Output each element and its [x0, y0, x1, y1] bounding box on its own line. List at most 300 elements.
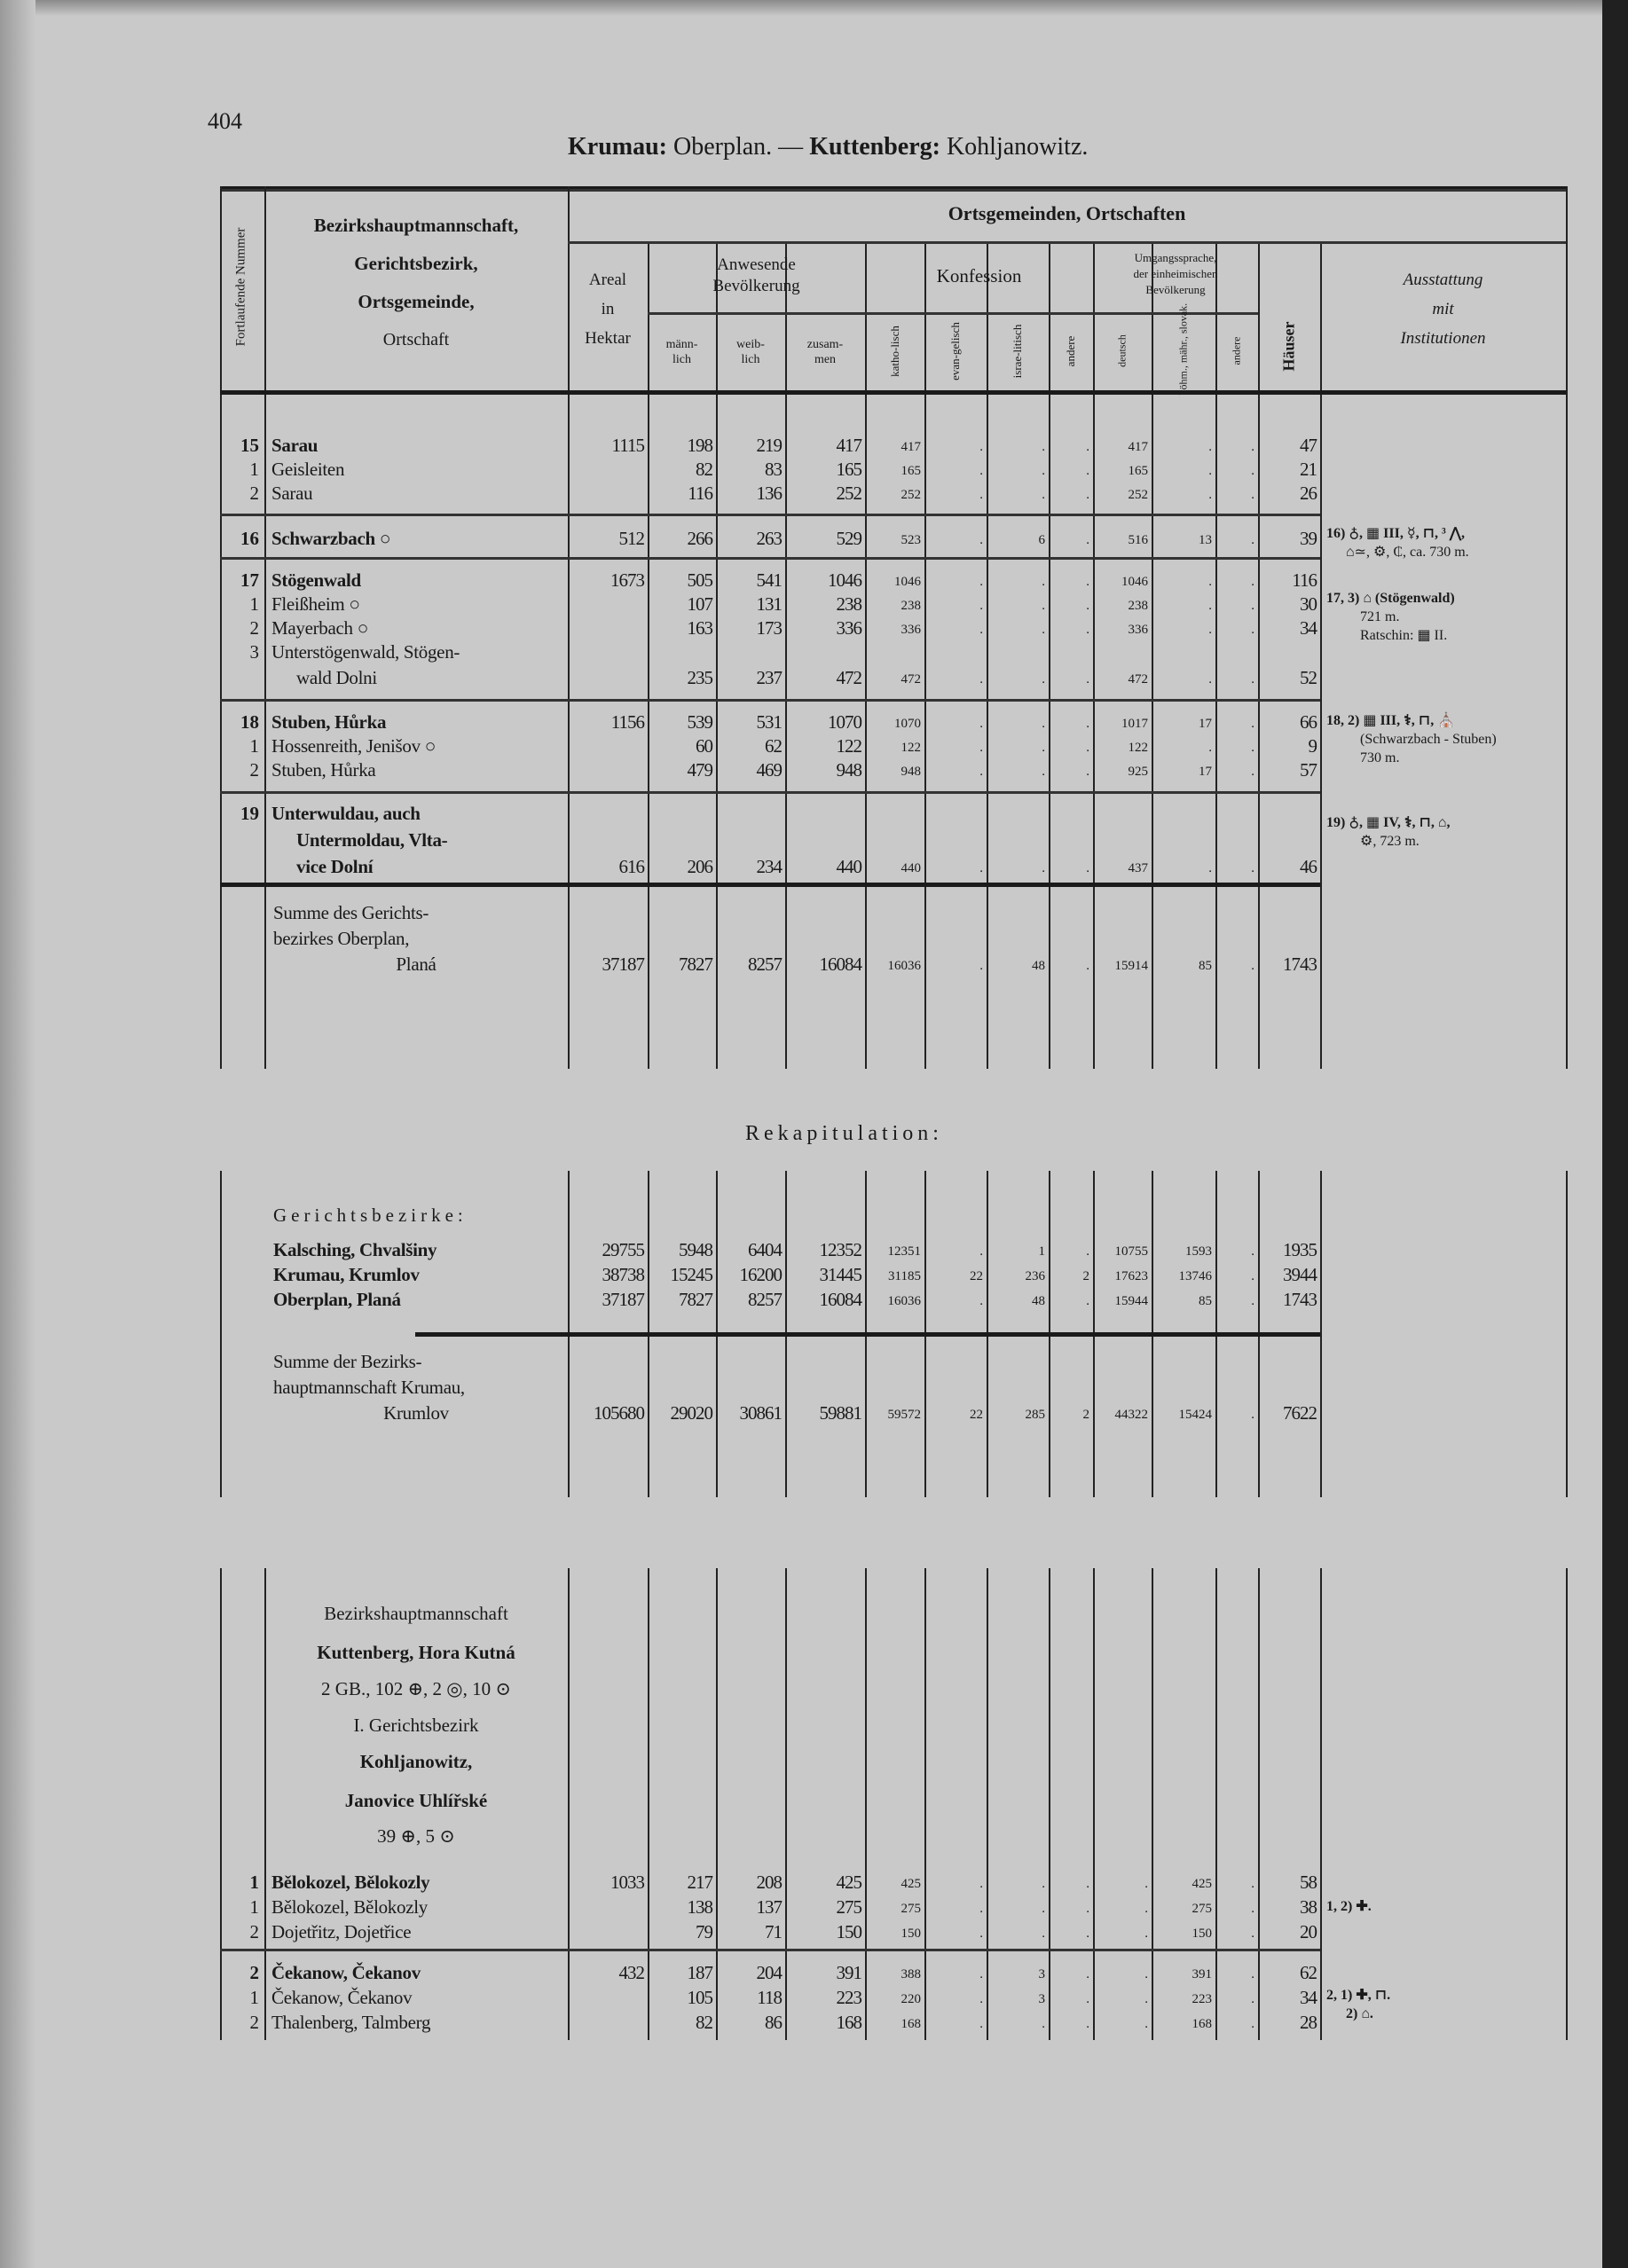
cell-value: . — [1042, 1927, 1045, 1941]
cell-value: . — [1086, 765, 1089, 779]
cell-value: 86 — [765, 2012, 782, 2033]
cell-value: . — [1208, 861, 1212, 875]
institution-note: ⌂≃, ⚙, ₵, ca. 730 m. — [1346, 545, 1469, 560]
row-number: 1 — [249, 459, 259, 480]
cell-value: 26 — [1300, 483, 1317, 504]
place-name: Stuben, Hůrka — [271, 759, 376, 781]
cell-value: 122 — [1128, 741, 1148, 755]
cell-value: . — [979, 464, 983, 478]
district-heading: 39 ⊕, 5 ⊙ — [377, 1825, 455, 1847]
cell-value: 187 — [687, 1962, 712, 1983]
cell-value: 1017 — [1121, 717, 1148, 731]
cell-value: 1935 — [1283, 1239, 1317, 1260]
cell-value: . — [1251, 717, 1254, 731]
cell-value: . — [1251, 599, 1254, 613]
place-name: hauptmannschaft Krumau, — [273, 1377, 465, 1398]
cell-value: 516 — [1128, 533, 1148, 547]
cell-value: 1743 — [1283, 954, 1317, 975]
place-name: Bělokozel, Bělokozly — [271, 1872, 430, 1893]
cell-value: 20 — [1300, 1921, 1317, 1942]
cell-value: 6404 — [748, 1239, 782, 1260]
cell-value: 15424 — [1178, 1408, 1212, 1422]
cell-value: 948 — [901, 765, 921, 779]
cell-value: . — [979, 861, 983, 875]
cell-value: 1046 — [828, 569, 861, 591]
cell-value: 122 — [901, 741, 921, 755]
column-rule — [1320, 1171, 1322, 1497]
cell-value: 5948 — [679, 1239, 712, 1260]
cell-value: 472 — [836, 667, 861, 688]
cell-value: . — [1086, 1877, 1089, 1891]
cell-value: . — [1086, 717, 1089, 731]
cell-value: 223 — [1192, 1992, 1212, 2006]
cell-value: . — [1251, 861, 1254, 875]
cell-value: 48 — [1032, 959, 1045, 973]
cell-value: . — [1086, 1902, 1089, 1916]
cell-value: 163 — [687, 617, 712, 639]
place-name: wald Dolni — [296, 667, 377, 688]
row-number: 2 — [249, 1962, 259, 1983]
cell-value: . — [1251, 959, 1254, 973]
cell-value: 472 — [1128, 672, 1148, 687]
bevoelkerung-header: Anwesende — [717, 255, 796, 274]
cell-value: . — [1208, 599, 1212, 613]
cell-value: 238 — [901, 599, 921, 613]
column-rule — [220, 186, 222, 1069]
bevoelkerung-subheader: männ-lich — [665, 338, 698, 366]
cell-value: . — [979, 2017, 983, 2031]
cell-value: . — [1042, 672, 1045, 687]
cell-value: 539 — [687, 711, 712, 733]
cell-value: 79 — [696, 1921, 712, 1942]
cell-value: . — [979, 1294, 983, 1308]
cell-value: . — [979, 1244, 983, 1259]
cell-value: 6 — [1038, 533, 1045, 547]
cell-value: 46 — [1300, 856, 1317, 877]
cell-value: 150 — [901, 1927, 921, 1941]
scan-edge-top — [0, 0, 1628, 16]
place-name: Summe des Gerichts- — [273, 902, 429, 923]
column-rule — [648, 244, 649, 1069]
cell-value: 48 — [1032, 1294, 1045, 1308]
cell-value: . — [1251, 440, 1254, 454]
cell-value: 432 — [618, 1962, 644, 1983]
row-rule — [220, 514, 1320, 516]
row-rule — [415, 1332, 1320, 1337]
cell-value: 59881 — [819, 1402, 861, 1424]
column-rule — [1320, 244, 1322, 1069]
column-rule — [220, 1171, 222, 1497]
cell-value: . — [1251, 1927, 1254, 1941]
areal-header: Hektar — [585, 329, 631, 348]
cell-value: . — [1251, 1992, 1254, 2006]
cell-value: 336 — [836, 617, 861, 639]
place-name: Geisleiten — [271, 459, 345, 480]
cell-value: . — [1086, 672, 1089, 687]
cell-value: 252 — [1128, 488, 1148, 502]
cell-value: 29755 — [602, 1239, 644, 1260]
recap-title: Rekapitulation: — [745, 1122, 943, 1145]
cell-value: 107 — [687, 593, 712, 615]
cell-value: . — [1086, 623, 1089, 637]
scan-edge-left — [0, 0, 35, 2268]
cell-value: 1046 — [1121, 575, 1148, 589]
cell-value: . — [1042, 717, 1045, 731]
cell-value: 275 — [1192, 1902, 1212, 1916]
row-number: 18 — [240, 711, 259, 733]
row-number: 1 — [249, 735, 259, 757]
cell-value: . — [1208, 464, 1212, 478]
cell-value: 417 — [836, 435, 861, 456]
cell-value: 13 — [1199, 533, 1212, 547]
cell-value: 388 — [901, 1967, 921, 1982]
cell-value: 238 — [836, 593, 861, 615]
place-name: Čekanow, Čekanov — [271, 1962, 421, 1983]
cell-value: 17623 — [1114, 1269, 1148, 1283]
cell-value: . — [979, 599, 983, 613]
cell-value: 21 — [1300, 459, 1317, 480]
place-name: Krumau, Krumlov — [273, 1264, 420, 1285]
running-title-right: Kohljanowitz. — [946, 133, 1089, 161]
cell-value: 336 — [1128, 623, 1148, 637]
place-name: Kalsching, Chvalšiny — [273, 1239, 437, 1260]
place-name: Summe der Bezirks- — [273, 1351, 422, 1372]
konfession-subheader: israe-litisch — [1011, 324, 1024, 379]
cell-value: 62 — [1300, 1962, 1317, 1983]
district-heading: Janovice Uhlířské — [344, 1790, 488, 1811]
cell-value: 150 — [836, 1921, 861, 1942]
institution-note: 18, 2) ▦ III, ⚕, ⊓, ⛪ — [1326, 713, 1456, 728]
row-number: 2 — [249, 617, 259, 639]
cell-value: 105680 — [594, 1402, 644, 1424]
row-rule — [220, 557, 1320, 560]
cell-value: . — [1251, 533, 1254, 547]
cell-value: 531 — [756, 711, 782, 733]
cell-value: . — [1251, 1408, 1254, 1422]
cell-value: . — [1251, 741, 1254, 755]
cell-value: . — [979, 765, 983, 779]
haeuser-header: Häuser — [1279, 321, 1298, 372]
column-rule — [1566, 1171, 1568, 1497]
cell-value: 219 — [756, 435, 782, 456]
cell-value: 425 — [836, 1872, 861, 1893]
institution-note: 730 m. — [1360, 750, 1400, 765]
row-number: 2 — [249, 759, 259, 781]
cell-value: 285 — [1025, 1408, 1045, 1422]
row-number: 2 — [249, 2012, 259, 2033]
running-title-left-bold: Krumau: — [568, 133, 667, 161]
cell-value: 38 — [1300, 1896, 1317, 1918]
name-column-header: Ortschaft — [382, 330, 450, 349]
cell-value: 472 — [901, 672, 921, 687]
cell-value: 223 — [836, 1987, 861, 2008]
institution-note: 16) ♁, ▦ III, ☿, ⊓, ³ ⋀, — [1326, 526, 1465, 541]
sprache-header: Bevölkerung — [1145, 283, 1206, 296]
cell-value: . — [1144, 1992, 1148, 2006]
row-rule — [568, 241, 1566, 244]
cell-value: . — [1042, 765, 1045, 779]
column-rule — [924, 244, 926, 1069]
running-title-right-bold: Kuttenberg: — [809, 133, 940, 161]
column-rule — [1566, 1568, 1568, 2040]
ausstattung-header: Ausstattung — [1403, 271, 1483, 289]
row-number: 2 — [249, 483, 259, 504]
cell-value: 52 — [1300, 667, 1317, 688]
row-number: 1 — [249, 1896, 259, 1918]
place-name: Schwarzbach ○ — [271, 528, 391, 549]
row-number: 1 — [249, 1987, 259, 2008]
cell-value: 165 — [1128, 464, 1148, 478]
cell-value: . — [979, 575, 983, 589]
place-name: Čekanow, Čekanov — [271, 1987, 413, 2008]
cell-value: . — [979, 1927, 983, 1941]
cell-value: 62 — [765, 735, 782, 757]
cell-value: 150 — [1192, 1927, 1212, 1941]
cell-value: 275 — [836, 1896, 861, 1918]
cell-value: . — [1042, 623, 1045, 637]
cell-value: 236 — [1025, 1269, 1045, 1283]
place-name: Untermoldau, Vlta- — [296, 829, 448, 851]
areal-header: in — [601, 300, 615, 318]
cell-value: 168 — [1192, 2017, 1212, 2031]
cell-value: 391 — [1192, 1967, 1212, 1982]
cell-value: 105 — [687, 1987, 712, 2008]
column-rule — [716, 244, 718, 1069]
cell-value: . — [1042, 464, 1045, 478]
column-rule — [1152, 244, 1153, 1069]
cell-value: 7827 — [679, 954, 712, 975]
cell-value: 22 — [970, 1408, 983, 1422]
cell-value: 136 — [756, 483, 782, 504]
place-name: Bělokozel, Bělokozly — [271, 1896, 428, 1918]
column-rule — [1566, 186, 1568, 1069]
place-name: Hossenreith, Jenišov ○ — [271, 735, 436, 757]
row-number: 1 — [249, 1872, 259, 1893]
cell-value: . — [1251, 1877, 1254, 1891]
cell-value: . — [1086, 959, 1089, 973]
cell-value: 234 — [756, 856, 782, 877]
place-name: Oberplan, Planá — [273, 1289, 401, 1310]
cell-value: 541 — [756, 569, 782, 591]
place-name: Sarau — [271, 435, 319, 456]
row-rule — [220, 791, 1320, 794]
ausstattung-header: mit — [1432, 300, 1454, 318]
cell-value: . — [979, 1877, 983, 1891]
cell-value: . — [1042, 488, 1045, 502]
cell-value: 925 — [1128, 765, 1148, 779]
column-rule — [1320, 1568, 1322, 2040]
cell-value: . — [1042, 1877, 1045, 1891]
cell-value: 235 — [687, 667, 712, 688]
institution-note: 721 m. — [1360, 609, 1400, 624]
cell-value: 10755 — [1114, 1244, 1148, 1259]
institution-note: Ratschin: ▦ II. — [1360, 628, 1448, 643]
cell-value: . — [1144, 1877, 1148, 1891]
cell-value: 168 — [836, 2012, 861, 2033]
row-rule — [220, 1949, 1320, 1951]
cell-value: 948 — [836, 759, 861, 781]
cell-value: . — [1251, 1269, 1254, 1283]
cell-value: 275 — [901, 1902, 921, 1916]
cell-value: 1156 — [610, 711, 644, 733]
cell-value: . — [1086, 1927, 1089, 1941]
cell-value: . — [979, 1992, 983, 2006]
cell-value: 417 — [901, 440, 921, 454]
cell-value: 1070 — [828, 711, 861, 733]
place-name: Dojetřitz, Dojetřice — [271, 1921, 412, 1942]
district-heading: I. Gerichtsbezirk — [353, 1715, 479, 1736]
cell-value: 3944 — [1283, 1264, 1317, 1285]
cell-value: . — [1208, 623, 1212, 637]
cell-value: . — [979, 672, 983, 687]
areal-header: Areal — [588, 271, 627, 289]
cell-value: 137 — [756, 1896, 782, 1918]
cell-value: . — [1042, 440, 1045, 454]
district-heading: Kohljanowitz, — [359, 1751, 473, 1772]
sprache-header: der einheimischen — [1133, 267, 1218, 280]
cell-value: . — [979, 1967, 983, 1982]
place-name: Fleißheim ○ — [271, 593, 360, 615]
sprache-header: Umgangssprache, — [1134, 251, 1217, 264]
cell-value: 1 — [1038, 1244, 1045, 1259]
cell-value: . — [1208, 488, 1212, 502]
group-header: Ortsgemeinden, Ortschaften — [948, 202, 1186, 224]
row-number: 16 — [240, 528, 259, 549]
name-column-header: Bezirkshauptmannschaft, — [313, 215, 519, 236]
cell-value: 220 — [901, 1992, 921, 2006]
row-number: 3 — [249, 641, 259, 663]
institution-note: 2) ⌂. — [1346, 2006, 1373, 2021]
cell-value: 16200 — [739, 1264, 782, 1285]
sprache-subheader: andere — [1230, 336, 1243, 365]
cell-value: . — [979, 623, 983, 637]
cell-value: 165 — [901, 464, 921, 478]
institution-note: 2, 1) ✚, ⊓. — [1326, 1988, 1391, 2003]
cell-value: 83 — [765, 459, 782, 480]
cell-value: 71 — [765, 1921, 782, 1942]
cell-value: 523 — [901, 533, 921, 547]
cell-value: . — [1208, 440, 1212, 454]
cell-value: . — [1251, 464, 1254, 478]
cell-value: 165 — [836, 459, 861, 480]
cell-value: 1743 — [1283, 1289, 1317, 1310]
row-number: 15 — [240, 435, 259, 456]
cell-value: . — [979, 717, 983, 731]
cell-value: . — [979, 440, 983, 454]
cell-value: 60 — [696, 735, 712, 757]
cell-value: 237 — [756, 667, 782, 688]
fortlaufende-nummer-header: Fortlaufende Nummer — [233, 227, 248, 347]
institution-note: 1, 2) ✚. — [1326, 1899, 1372, 1914]
cell-value: 1673 — [610, 569, 644, 591]
district-heading: Kuttenberg, Hora Kutná — [317, 1642, 515, 1663]
cell-value: . — [1086, 1967, 1089, 1982]
cell-value: . — [1086, 1244, 1089, 1259]
sprache-subheader: böhm., mähr., slovak. — [1176, 302, 1190, 396]
place-name: Thalenberg, Talmberg — [271, 2012, 431, 2033]
cell-value: . — [979, 741, 983, 755]
cell-value: 417 — [1128, 440, 1148, 454]
cell-value: 1070 — [894, 717, 921, 731]
institution-note: ⚙, 723 m. — [1360, 834, 1420, 849]
cell-value: 469 — [756, 759, 782, 781]
district-heading: 2 GB., 102 ⊕, 2 ◎, 10 ⊙ — [321, 1678, 511, 1699]
place-name: Mayerbach ○ — [271, 617, 369, 639]
cell-value: 198 — [687, 435, 712, 456]
cell-value: 2 — [1082, 1269, 1089, 1283]
column-rule — [1215, 244, 1217, 1069]
cell-value: 28 — [1300, 2012, 1317, 2033]
cell-value: 85 — [1199, 959, 1212, 973]
cell-value: 15245 — [670, 1264, 712, 1285]
cell-value: 16036 — [887, 959, 921, 973]
cell-value: 168 — [901, 2017, 921, 2031]
place-name: Stuben, Hůrka — [271, 711, 387, 733]
ausstattung-header: Institutionen — [1400, 329, 1486, 348]
cell-value: . — [1251, 2017, 1254, 2031]
cell-value: 39 — [1300, 528, 1317, 549]
place-name: vice Dolní — [296, 856, 374, 877]
cell-value: . — [1086, 2017, 1089, 2031]
cell-value: . — [1042, 741, 1045, 755]
cell-value: 252 — [836, 483, 861, 504]
place-name: Sarau — [271, 483, 313, 504]
row-number: 17 — [240, 569, 259, 591]
place-name: Unterwuldau, auch — [271, 803, 421, 824]
cell-value: 30 — [1300, 593, 1317, 615]
cell-value: 208 — [756, 1872, 782, 1893]
cell-value: . — [1086, 1294, 1089, 1308]
cell-value: . — [1042, 599, 1045, 613]
row-number: 2 — [249, 1921, 259, 1942]
cell-value: 16084 — [819, 1289, 861, 1310]
column-rule — [1049, 244, 1050, 1069]
running-title-left: Oberplan. — — [673, 133, 804, 161]
column-rule — [1093, 244, 1095, 1069]
district-heading: Bezirkshauptmannschaft — [324, 1603, 508, 1624]
place-name: Krumlov — [383, 1402, 449, 1424]
row-rule — [865, 312, 1258, 315]
cell-value: 12351 — [887, 1244, 921, 1259]
cell-value: 58 — [1300, 1872, 1317, 1893]
cell-value: 138 — [687, 1896, 712, 1918]
cell-value: 116 — [1292, 569, 1317, 591]
cell-value: 7827 — [679, 1289, 712, 1310]
cell-value: 1593 — [1185, 1244, 1212, 1259]
cell-value: 3 — [1038, 1967, 1045, 1982]
bevoelkerung-subheader: weib-lich — [736, 338, 765, 366]
cell-value: . — [1086, 533, 1089, 547]
scan-edge-right — [1602, 0, 1628, 2268]
cell-value: 82 — [696, 459, 712, 480]
cell-value: 31445 — [819, 1264, 861, 1285]
cell-value: 206 — [687, 856, 712, 877]
cell-value: . — [979, 533, 983, 547]
cell-value: 131 — [756, 593, 782, 615]
row-rule — [220, 883, 1320, 887]
cell-value: . — [1251, 765, 1254, 779]
cell-value: 440 — [901, 861, 921, 875]
cell-value: . — [1042, 2017, 1045, 2031]
cell-value: . — [1086, 1992, 1089, 2006]
column-rule — [264, 186, 266, 1069]
row-rule — [648, 312, 865, 315]
cell-value: 391 — [836, 1962, 861, 1983]
cell-value: . — [1144, 1967, 1148, 1982]
cell-value: . — [1251, 672, 1254, 687]
row-number: 19 — [240, 803, 259, 824]
cell-value: 15914 — [1114, 959, 1148, 973]
